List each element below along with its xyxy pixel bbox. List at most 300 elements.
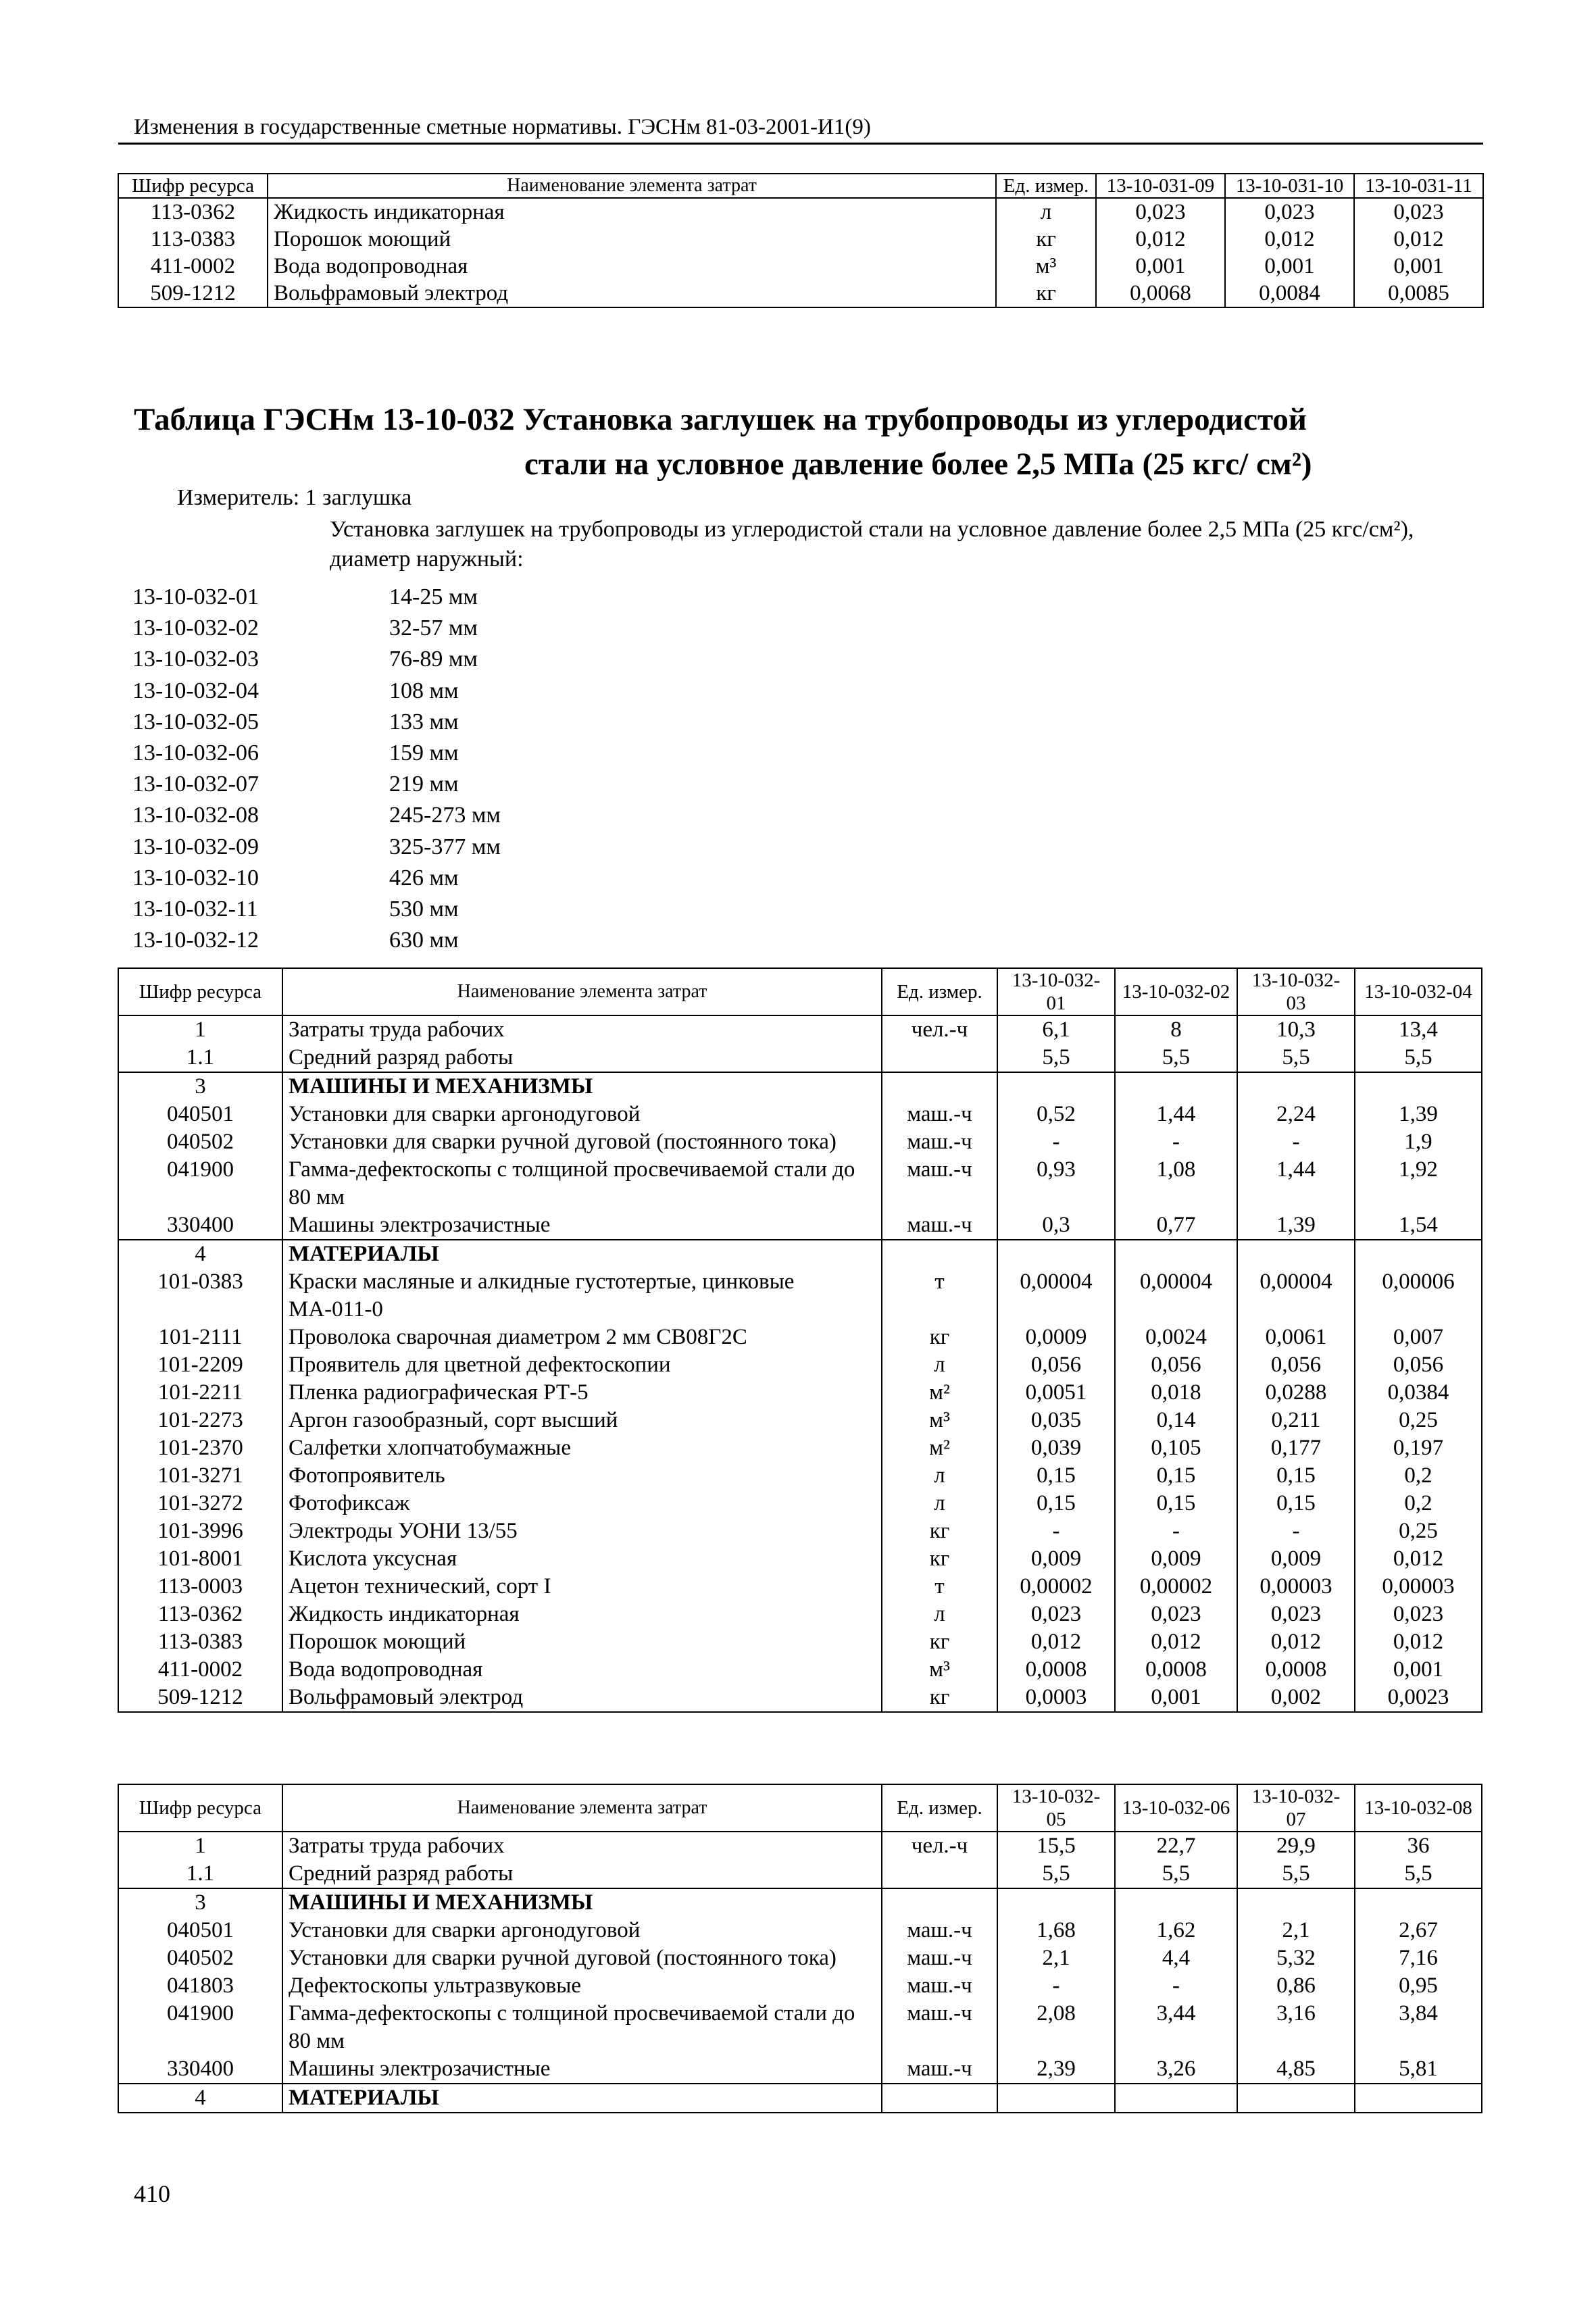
unit-of-measure: кг (882, 1628, 997, 1656)
variant-row (132, 925, 501, 956)
variant-diameter: 159 мм (389, 740, 459, 765)
norm-value: 0,012 (1096, 226, 1225, 253)
work-description: Установка заглушек на трубопроводы из углеродистой стали на условное давление более 2,5 МПа (25 кгс/см²), диаметр наружный: (330, 517, 1414, 572)
table-row (118, 1101, 1482, 1128)
table-b-body (118, 1832, 1482, 2113)
norm-value: 5,5 (997, 1860, 1115, 1888)
norm-value: 29,9 (1237, 1832, 1355, 1860)
variant-diameter: 245-273 мм (389, 803, 501, 828)
norm-value: 0,001 (1096, 253, 1225, 280)
variant-code: 13-10-032-04 (132, 678, 259, 703)
norm-value: 0,3 (997, 1211, 1115, 1240)
unit-of-measure (882, 1860, 997, 1888)
norm-value: 0,012 (1393, 227, 1444, 251)
resource-code: 411-0002 (118, 1656, 282, 1684)
norm-value: 0,001 (1393, 1657, 1444, 1682)
norm-value (1115, 2084, 1237, 2113)
table-row (118, 1917, 1482, 1944)
header-norm-col: 13-10-031-11 (1354, 174, 1483, 198)
norm-value: 1,08 (1115, 1156, 1237, 1211)
cost-element-name: МАШИНЫ И МЕХАНИЗМЫ (282, 1072, 882, 1101)
unit-of-measure: т (882, 1573, 997, 1601)
header-unit: Ед. измер. (882, 968, 997, 1015)
table-title-line-1: Таблица ГЭСНм 13-10-032 Установка заглушек на трубопроводы из углеродистой (134, 402, 1307, 437)
norm-value: 0,023 (1115, 1601, 1237, 1628)
resource-code: 101-3272 (118, 1490, 282, 1517)
norm-value: 0,0024 (1115, 1324, 1237, 1351)
resource-code: 1.1 (118, 1044, 282, 1072)
norm-value: 0,197 (1393, 1436, 1444, 1460)
header-norm-col: 13-10-032-04 (1355, 968, 1482, 1015)
resource-code: 4 (118, 2084, 282, 2113)
resource-code: 101-2211 (118, 1379, 282, 1407)
resource-code: 101-2111 (118, 1324, 282, 1351)
resource-code: 509-1212 (118, 1684, 282, 1712)
norm-value (997, 1888, 1115, 1917)
variant-row (132, 738, 501, 769)
table-row (118, 1015, 1482, 1044)
norm-value: 0,012 (1393, 1630, 1444, 1654)
norm-value (1237, 1888, 1355, 1917)
unit-of-measure: л (996, 198, 1096, 226)
table-row (118, 1434, 1482, 1462)
norm-value: 4,4 (1115, 1944, 1237, 1972)
cost-element-name: Ацетон технический, сорт I (282, 1573, 882, 1601)
cost-element-name: МАШИНЫ И МЕХАНИЗМЫ (282, 1888, 882, 1917)
unit-of-measure: м³ (882, 1656, 997, 1684)
table-row (118, 1888, 1482, 1917)
norm-value: 1,44 (1237, 1156, 1355, 1211)
norm-value: 0,105 (1115, 1434, 1237, 1462)
resource-code: 1.1 (118, 1860, 282, 1888)
norm-value: 0,0008 (1237, 1656, 1355, 1684)
table-row (118, 1545, 1482, 1573)
norm-value: 5,5 (1237, 1044, 1355, 1072)
variant-code: 13-10-032-11 (132, 896, 258, 922)
unit-of-measure: кг (882, 1684, 997, 1712)
norm-value: 1,39 (1237, 1211, 1355, 1240)
norm-value: 2,1 (1237, 1917, 1355, 1944)
resource-table-032-05-08 (118, 1784, 1482, 2113)
variant-row (132, 863, 501, 894)
norm-value: 0,00002 (1115, 1573, 1237, 1601)
unit-of-measure: маш.-ч (882, 1211, 997, 1240)
unit-of-measure: м² (882, 1434, 997, 1462)
unit-of-measure: л (882, 1490, 997, 1517)
norm-value: 0,002 (1237, 1684, 1355, 1712)
cost-element-name: Фотофиксаж (282, 1490, 882, 1517)
norm-value: 0,15 (997, 1462, 1115, 1490)
norm-value: 0,001 (1225, 253, 1354, 280)
cost-element-name: Средний разряд работы (282, 1860, 882, 1888)
cost-element-name: Краски масляные и алкидные густотертые, цинковые МА-011-0 (282, 1268, 882, 1324)
table-row (118, 1972, 1482, 2000)
resource-code: 113-0362 (118, 198, 268, 226)
norm-value (1237, 1072, 1355, 1101)
norm-value: 36 (1407, 1834, 1430, 1858)
norm-value (1115, 1888, 1237, 1917)
norm-value: 3,26 (1115, 2055, 1237, 2084)
norm-value: 0,00006 (1382, 1269, 1455, 1294)
unit-of-measure (882, 2084, 997, 2113)
norm-value: 0,0288 (1237, 1379, 1355, 1407)
norm-value: 0,15 (997, 1490, 1115, 1517)
resource-table-032-01-04 (118, 967, 1482, 1713)
norm-value: 5,81 (1399, 2057, 1438, 2081)
variant-code: 13-10-032-12 (132, 928, 259, 953)
cost-element-name: Салфетки хлопчатобумажные (282, 1434, 882, 1462)
norm-value: 0,012 (1237, 1628, 1355, 1656)
variant-code: 13-10-032-02 (132, 615, 259, 641)
table-a-body (118, 1015, 1482, 1712)
cost-element-name: Гамма-дефектоскопы с толщиной просвечиваемой стали до 80 мм (282, 2000, 882, 2055)
resource-code: 3 (118, 1072, 282, 1101)
variant-row (132, 582, 501, 613)
unit-of-measure (882, 1072, 997, 1101)
resource-code: 040501 (118, 1101, 282, 1128)
norm-value: 0,0084 (1225, 280, 1354, 307)
unit-of-measure: маш.-ч (882, 1128, 997, 1156)
resource-code: 040502 (118, 1944, 282, 1972)
unit-of-measure: т (882, 1268, 997, 1324)
norm-value: 0,00004 (1115, 1268, 1237, 1324)
cost-element-name: Установки для сварки аргонодуговой (282, 1101, 882, 1128)
table-row (118, 226, 1483, 253)
norm-value: 5,5 (1237, 1860, 1355, 1888)
norm-value: - (1115, 1128, 1237, 1156)
resource-code: 113-0003 (118, 1573, 282, 1601)
norm-value: 1,9 (1404, 1130, 1432, 1154)
cost-element-name: Затраты труда рабочих (282, 1015, 882, 1044)
unit-of-measure: кг (882, 1545, 997, 1573)
header-norm-col: 13-10-031-09 (1096, 174, 1225, 198)
table-row (118, 198, 1483, 226)
unit-of-measure: маш.-ч (882, 2055, 997, 2084)
variant-row (132, 832, 501, 863)
norm-value: - (1237, 1517, 1355, 1545)
norm-value: 1,62 (1115, 1917, 1237, 1944)
header-unit: Ед. измер. (996, 174, 1096, 198)
table-row (118, 1044, 1482, 1072)
norm-value: 0,93 (997, 1156, 1115, 1211)
norm-value: 2,24 (1237, 1101, 1355, 1128)
norm-value: 0,00004 (1237, 1268, 1355, 1324)
norm-value: 0,023 (1237, 1601, 1355, 1628)
variant-diameter: 426 мм (389, 865, 459, 890)
cost-element-name: Гамма-дефектоскопы с толщиной просвечиваемой стали до 80 мм (282, 1156, 882, 1211)
norm-value: 0,00004 (997, 1268, 1115, 1324)
page-number: 410 (134, 2180, 170, 2207)
norm-value: 0,15 (1115, 1462, 1237, 1490)
norm-value: 4,85 (1237, 2055, 1355, 2084)
variant-diameter: 219 мм (389, 772, 459, 797)
header-resource-code: Шифр ресурса (118, 174, 268, 198)
resource-code: 101-3271 (118, 1462, 282, 1490)
norm-value: 5,5 (1404, 1861, 1432, 1886)
unit-of-measure: л (882, 1462, 997, 1490)
table-row (118, 1656, 1482, 1684)
norm-value: 6,1 (997, 1015, 1115, 1044)
table-row (118, 1128, 1482, 1156)
norm-value: - (1115, 1972, 1237, 2000)
norm-value: 0,0008 (1115, 1656, 1237, 1684)
table-title-line-2: стали на условное давление более 2,5 МПа (25 кгс/ см²) (524, 447, 1312, 482)
norm-value (997, 1072, 1115, 1101)
norm-value: 0,15 (1237, 1490, 1355, 1517)
header-norm-col: 13-10-032-08 (1355, 1784, 1482, 1832)
resource-code: 509-1212 (118, 280, 268, 307)
norm-value: 15,5 (997, 1832, 1115, 1860)
variant-diameter: 108 мм (389, 678, 459, 703)
running-head: Изменения в государственные сметные нормативы. ГЭСНм 81-03-2001-И1(9) (134, 115, 871, 139)
unit-of-measure: м³ (882, 1407, 997, 1434)
norm-value: 0,009 (1237, 1545, 1355, 1573)
cost-element-name: Пленка радиографическая РТ-5 (282, 1379, 882, 1407)
norm-value: 5,5 (1115, 1044, 1237, 1072)
norm-value: 0,056 (1115, 1351, 1237, 1379)
norm-value: 0,211 (1237, 1407, 1355, 1434)
top-table-body (118, 198, 1483, 307)
cost-element-name: Жидкость индикаторная (282, 1601, 882, 1628)
norm-value: 0,0068 (1096, 280, 1225, 307)
variant-code: 13-10-032-03 (132, 647, 259, 672)
norm-value: 8 (1115, 1015, 1237, 1044)
table-row (118, 2000, 1482, 2055)
norm-value: - (1237, 1128, 1355, 1156)
table-row (118, 1628, 1482, 1656)
unit-of-measure (882, 1888, 997, 1917)
norm-variant-list (132, 582, 501, 956)
top-cost-table (118, 173, 1484, 308)
norm-value: - (1115, 1517, 1237, 1545)
variant-row (132, 707, 501, 738)
norm-value: 0,009 (1115, 1545, 1237, 1573)
variant-diameter: 76-89 мм (389, 647, 478, 672)
norm-value (1115, 1240, 1237, 1268)
table-row (118, 253, 1483, 280)
variant-code: 13-10-032-06 (132, 740, 259, 765)
variant-row (132, 800, 501, 831)
header-unit: Ед. измер. (882, 1784, 997, 1832)
norm-value: 0,25 (1399, 1408, 1438, 1432)
resource-code: 040502 (118, 1128, 282, 1156)
variant-diameter: 630 мм (389, 928, 459, 953)
variant-code: 13-10-032-01 (132, 584, 259, 609)
norm-value: 0,056 (997, 1351, 1115, 1379)
resource-code: 101-2370 (118, 1434, 282, 1462)
resource-code: 1 (118, 1015, 282, 1044)
variant-code: 13-10-032-07 (132, 772, 259, 797)
norm-value: 0,177 (1237, 1434, 1355, 1462)
cost-element-name: Дефектоскопы ультразвуковые (282, 1972, 882, 2000)
norm-value: 3,84 (1399, 2001, 1438, 2026)
norm-value: 0,001 (1393, 254, 1444, 278)
table-row (118, 1407, 1482, 1434)
resource-code: 101-0383 (118, 1268, 282, 1324)
norm-value (997, 1240, 1115, 1268)
resource-code: 113-0383 (118, 226, 268, 253)
cost-element-name: Электроды УОНИ 13/55 (282, 1517, 882, 1545)
table-row (118, 1684, 1482, 1712)
table-row (118, 1211, 1482, 1240)
table-row (118, 2084, 1482, 2113)
norm-value: 2,08 (997, 2000, 1115, 2055)
cost-element-name: Жидкость индикаторная (268, 198, 996, 226)
norm-value: 1,54 (1399, 1213, 1438, 1237)
norm-value: 5,5 (1404, 1045, 1432, 1070)
resource-code: 3 (118, 1888, 282, 1917)
variant-row (132, 644, 501, 675)
norm-value (997, 2084, 1115, 2113)
cost-element-name: Аргон газообразный, сорт высший (282, 1407, 882, 1434)
header-cost-element: Наименование элемента затрат (268, 174, 996, 198)
table-row (118, 1490, 1482, 1517)
norm-value: 2,1 (997, 1944, 1115, 1972)
table-row (118, 1462, 1482, 1490)
variant-diameter: 325-377 мм (389, 834, 501, 859)
norm-value (1355, 1888, 1482, 1917)
variant-row (132, 894, 501, 925)
norm-value: 0,023 (1393, 200, 1444, 224)
header-cost-element: Наименование элемента затрат (282, 968, 882, 1015)
cost-element-name: Средний разряд работы (282, 1044, 882, 1072)
cost-element-name: Вода водопроводная (282, 1656, 882, 1684)
unit-of-measure: кг (882, 1517, 997, 1545)
norm-value: 0,77 (1115, 1211, 1237, 1240)
table-row (118, 1517, 1482, 1545)
norm-value: - (997, 1972, 1115, 2000)
cost-element-name: Порошок моющий (268, 226, 996, 253)
norm-value: 3,16 (1237, 2000, 1355, 2055)
header-norm-col: 13-10-032-07 (1237, 1784, 1355, 1832)
unit-of-measure: л (882, 1351, 997, 1379)
cost-element-name: МАТЕРИАЛЫ (282, 2084, 882, 2113)
cost-element-name: Машины электрозачистные (282, 1211, 882, 1240)
resource-code: 330400 (118, 1211, 282, 1240)
variant-row (132, 676, 501, 707)
norm-value: 0,056 (1393, 1353, 1444, 1377)
norm-value (1355, 1240, 1482, 1268)
resource-code: 041803 (118, 1972, 282, 2000)
table-row (118, 1944, 1482, 1972)
norm-value: 0,012 (1115, 1628, 1237, 1656)
cost-element-name: Затраты труда рабочих (282, 1832, 882, 1860)
norm-value: 0,25 (1399, 1519, 1438, 1543)
norm-value: 0,0009 (997, 1324, 1115, 1351)
norm-value: 2,67 (1399, 1918, 1438, 1942)
cost-element-name: Кислота уксусная (282, 1545, 882, 1573)
norm-value (1237, 1240, 1355, 1268)
cost-element-name: МАТЕРИАЛЫ (282, 1240, 882, 1268)
norm-value: 0,001 (1115, 1684, 1237, 1712)
norm-value (1355, 2084, 1482, 2113)
variant-code: 13-10-032-09 (132, 834, 259, 859)
norm-value: 0,0085 (1388, 281, 1449, 305)
norm-value: 5,5 (1115, 1860, 1237, 1888)
norm-value: 0,95 (1399, 1973, 1438, 1998)
variant-code: 13-10-032-10 (132, 865, 259, 890)
cost-element-name: Проявитель для цветной дефектоскопии (282, 1351, 882, 1379)
table-row (118, 1379, 1482, 1407)
header-norm-col: 13-10-031-10 (1225, 174, 1354, 198)
norm-value: 1,68 (997, 1917, 1115, 1944)
norm-value: 1,39 (1399, 1102, 1438, 1126)
header-norm-col: 13-10-032-05 (997, 1784, 1115, 1832)
resource-code: 101-2273 (118, 1407, 282, 1434)
norm-value: 0,023 (997, 1601, 1115, 1628)
resource-code: 113-0383 (118, 1628, 282, 1656)
table-row (118, 1601, 1482, 1628)
unit-of-measure: л (882, 1601, 997, 1628)
table-row (118, 1268, 1482, 1324)
norm-value: 0,15 (1237, 1462, 1355, 1490)
unit-of-measure: чел.-ч (882, 1015, 997, 1044)
unit-of-measure: маш.-ч (882, 1972, 997, 2000)
header-norm-col: 13-10-032-03 (1237, 968, 1355, 1015)
cost-element-name: Установки для сварки ручной дуговой (постоянного тока) (282, 1944, 882, 1972)
norm-value: 0,0051 (997, 1379, 1115, 1407)
unit-of-measure: м³ (996, 253, 1096, 280)
table-row (118, 280, 1483, 307)
norm-value (1115, 1072, 1237, 1101)
unit-of-measure (882, 1240, 997, 1268)
cost-element-name: Установки для сварки ручной дуговой (постоянного тока) (282, 1128, 882, 1156)
norm-value: 0,15 (1115, 1490, 1237, 1517)
cost-element-name: Установки для сварки аргонодуговой (282, 1917, 882, 1944)
norm-value: 0,012 (997, 1628, 1115, 1656)
resource-code: 040501 (118, 1917, 282, 1944)
norm-value: - (997, 1128, 1115, 1156)
table-row (118, 1240, 1482, 1268)
table-row (118, 1072, 1482, 1101)
resource-code: 041900 (118, 1156, 282, 1211)
norm-value: 0,012 (1225, 226, 1354, 253)
norm-value: 0,52 (997, 1101, 1115, 1128)
norm-value: 0,035 (997, 1407, 1115, 1434)
norm-value: 22,7 (1115, 1832, 1237, 1860)
norm-value: 0,00002 (997, 1573, 1115, 1601)
norm-value: 0,009 (997, 1545, 1115, 1573)
norm-value: 0,023 (1393, 1602, 1444, 1626)
table-row (118, 1351, 1482, 1379)
norm-value (1237, 2084, 1355, 2113)
unit-of-measure: м² (882, 1379, 997, 1407)
cost-element-name: Проволока сварочная диаметром 2 мм СВ08Г2С (282, 1324, 882, 1351)
norm-value: 0,023 (1096, 198, 1225, 226)
variant-row (132, 613, 501, 644)
header-norm-col: 13-10-032-02 (1115, 968, 1237, 1015)
variant-diameter: 32-57 мм (389, 615, 478, 641)
norm-value: 0,018 (1115, 1379, 1237, 1407)
norm-value: 1,44 (1115, 1101, 1237, 1128)
unit-of-measure: маш.-ч (882, 1101, 997, 1128)
norm-value: - (997, 1517, 1115, 1545)
variant-code: 13-10-032-08 (132, 803, 259, 828)
norm-value: 2,39 (997, 2055, 1115, 2084)
norm-value: 0,2 (1404, 1463, 1432, 1488)
resource-code: 4 (118, 1240, 282, 1268)
unit-of-measure: маш.-ч (882, 2000, 997, 2055)
variant-diameter: 133 мм (389, 709, 459, 734)
variant-diameter: 530 мм (389, 896, 459, 922)
table-row (118, 1860, 1482, 1888)
norm-value: 10,3 (1237, 1015, 1355, 1044)
norm-value: 0,00003 (1382, 1574, 1455, 1599)
norm-value: 0,0003 (997, 1684, 1115, 1712)
variant-row (132, 769, 501, 800)
header-norm-col: 13-10-032-01 (997, 968, 1115, 1015)
cost-element-name: Вода водопроводная (268, 253, 996, 280)
